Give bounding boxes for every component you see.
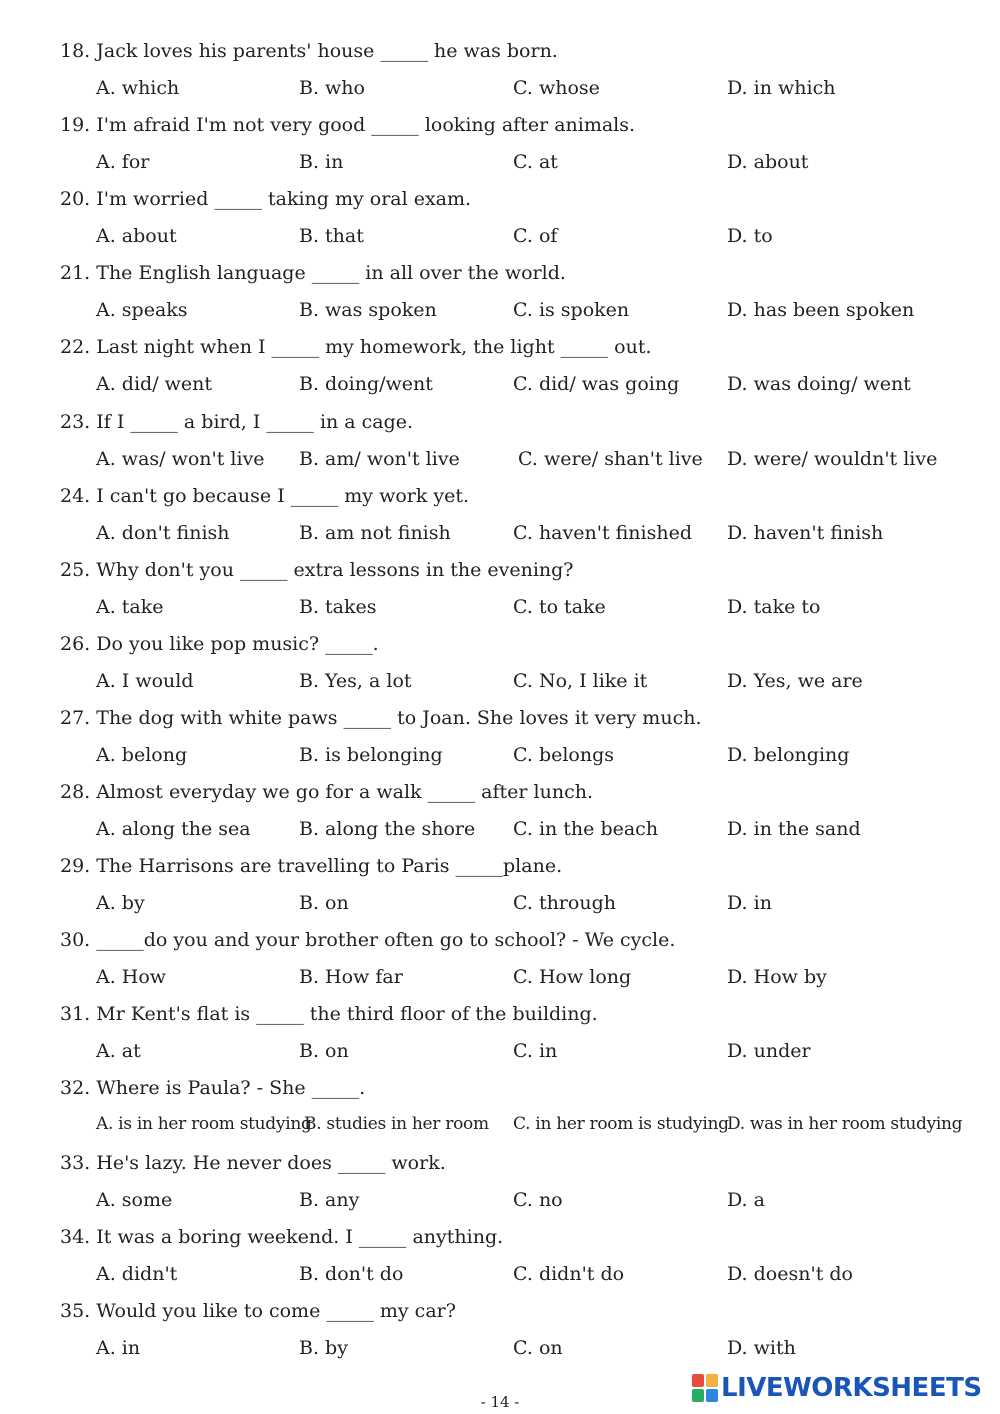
answer-option-b[interactable]: B. on bbox=[299, 1040, 349, 1063]
answer-option-a[interactable]: A. How bbox=[96, 966, 167, 989]
question-stem bbox=[60, 633, 379, 655]
question-number: 18. bbox=[60, 40, 91, 62]
answer-option-a[interactable]: A. by bbox=[96, 892, 145, 915]
answer-option-a[interactable]: A. belong bbox=[96, 743, 188, 766]
answer-option-d[interactable]: D. How by bbox=[727, 966, 827, 989]
question-text: Do you like pop music? _____. bbox=[96, 632, 379, 655]
question-stem bbox=[60, 336, 652, 358]
answer-option-d[interactable]: D. in which bbox=[727, 77, 836, 99]
question-text: Almost everyday we go for a walk _____ after lunch. bbox=[96, 781, 593, 803]
answer-option-d[interactable]: D. take to bbox=[727, 595, 821, 618]
page-number: - 14 - bbox=[480, 1393, 520, 1411]
question-stem bbox=[60, 40, 558, 62]
answer-option-b[interactable]: B. am not finish bbox=[299, 521, 451, 544]
answer-option-c[interactable]: C. How long bbox=[513, 966, 632, 989]
answer-option-b[interactable]: B. in bbox=[299, 151, 344, 174]
answer-option-c[interactable]: C. through bbox=[513, 892, 616, 915]
answer-option-c[interactable]: C. belongs bbox=[513, 743, 615, 766]
question-text: Where is Paula? - She _____. bbox=[96, 1077, 366, 1100]
answer-option-b[interactable]: B. that bbox=[299, 225, 364, 248]
question-text: I'm worried _____ taking my oral exam. bbox=[96, 188, 472, 211]
answer-option-a[interactable]: A. did/ went bbox=[96, 373, 213, 396]
question-text: If I _____ a bird, I _____ in a cage. bbox=[96, 410, 414, 433]
answer-option-a[interactable]: A. some bbox=[96, 1188, 173, 1211]
question-text: The English language _____ in all over the world. bbox=[96, 262, 566, 285]
answer-option-b[interactable]: B. studies in her room bbox=[304, 1114, 489, 1135]
answer-option-a[interactable]: A. is in her room studying bbox=[96, 1114, 312, 1135]
question-stem bbox=[60, 262, 566, 284]
question-stem bbox=[60, 188, 471, 210]
answer-option-b[interactable]: B. by bbox=[299, 1336, 348, 1359]
question-number: 19. bbox=[60, 114, 91, 137]
question-stem bbox=[60, 411, 413, 433]
question-number: 27. bbox=[60, 706, 91, 729]
question-number: 32. bbox=[60, 1077, 91, 1100]
question-number: 20. bbox=[60, 188, 91, 211]
question-text: I'm afraid I'm not very good _____ looking after animals. bbox=[96, 114, 636, 137]
question-text: Jack loves his parents' house _____ he was born. bbox=[96, 40, 558, 62]
answer-option-c[interactable]: C. to take bbox=[513, 595, 606, 618]
question-text: Would you like to come _____ my car? bbox=[96, 1299, 456, 1322]
question-stem bbox=[60, 1003, 598, 1025]
question-number: 31. bbox=[60, 1003, 91, 1026]
answer-option-d[interactable]: D. with bbox=[727, 1336, 796, 1359]
answer-option-d[interactable]: D. about bbox=[727, 151, 809, 174]
answer-option-b[interactable]: B. who bbox=[299, 77, 365, 99]
answer-option-a[interactable]: A. didn't bbox=[96, 1262, 178, 1285]
answer-option-b[interactable]: B. How far bbox=[299, 966, 403, 989]
liveworksheets-logo bbox=[692, 1373, 982, 1403]
question-number: 25. bbox=[60, 558, 91, 581]
question-stem bbox=[60, 1226, 503, 1248]
question-number: 21. bbox=[60, 262, 91, 285]
answer-option-d[interactable]: D. was in her room studying bbox=[727, 1114, 963, 1135]
answer-option-b[interactable]: B. Yes, a lot bbox=[299, 669, 412, 692]
question-number: 33. bbox=[60, 1151, 91, 1174]
question-text: Last night when I _____ my homework, the light _____ out. bbox=[96, 336, 652, 359]
answer-option-d[interactable]: D. doesn't do bbox=[727, 1262, 853, 1285]
question-number: 28. bbox=[60, 781, 91, 803]
answer-option-d[interactable]: D. a bbox=[727, 1188, 765, 1211]
question-number: 35. bbox=[60, 1299, 91, 1322]
answer-option-a[interactable]: A. was/ won't live bbox=[96, 447, 265, 470]
question-stem bbox=[60, 485, 469, 507]
question-text: The Harrisons are travelling to Paris _____plane. bbox=[96, 855, 563, 878]
answer-option-b[interactable]: B. is belonging bbox=[299, 743, 443, 766]
question-stem bbox=[60, 781, 593, 803]
question-number: 23. bbox=[60, 410, 91, 433]
answer-option-a[interactable]: A. about bbox=[96, 225, 177, 248]
answer-option-a[interactable]: A. along the sea bbox=[96, 818, 251, 840]
question-stem bbox=[60, 1152, 446, 1174]
answer-option-d[interactable]: D. Yes, we are bbox=[727, 669, 863, 692]
answer-option-b[interactable]: B. on bbox=[299, 892, 349, 915]
answer-option-a[interactable]: A. for bbox=[96, 151, 150, 174]
answer-option-d[interactable]: D. were/ wouldn't live bbox=[727, 447, 938, 470]
brand-text: LIVEWORKSHEETS bbox=[721, 1373, 982, 1403]
answer-option-c[interactable]: C. on bbox=[513, 1336, 563, 1359]
answer-option-b[interactable]: B. any bbox=[299, 1188, 360, 1211]
answer-option-c[interactable]: C. didn't do bbox=[513, 1262, 625, 1285]
question-number: 29. bbox=[60, 855, 91, 878]
answer-option-d[interactable]: D. has been spoken bbox=[727, 299, 915, 322]
question-text: The dog with white paws _____ to Joan. She loves it very much. bbox=[96, 706, 702, 729]
answer-option-c[interactable]: C. of bbox=[513, 225, 558, 248]
answer-option-d[interactable]: D. under bbox=[727, 1040, 811, 1063]
question-stem bbox=[60, 1077, 365, 1099]
question-stem bbox=[60, 707, 701, 729]
answer-option-a[interactable]: A. at bbox=[96, 1040, 141, 1063]
answer-option-d[interactable]: D. to bbox=[727, 225, 773, 248]
question-stem bbox=[60, 855, 562, 877]
liveworksheets-badge-icon bbox=[692, 1374, 718, 1402]
answer-option-b[interactable]: B. along the shore bbox=[299, 818, 476, 840]
answer-option-b[interactable]: B. don't do bbox=[299, 1262, 404, 1285]
question-stem bbox=[60, 929, 675, 951]
answer-option-c[interactable]: C. were/ shan't live bbox=[518, 447, 703, 470]
question-text: It was a boring weekend. I _____ anything. bbox=[96, 1225, 504, 1248]
question-number: 26. bbox=[60, 632, 91, 655]
question-text: _____do you and your brother often go to school? - We cycle. bbox=[96, 929, 676, 952]
answer-option-b[interactable]: B. doing/went bbox=[299, 373, 433, 396]
answer-option-b[interactable]: B. was spoken bbox=[299, 299, 437, 322]
answer-option-a[interactable]: A. in bbox=[96, 1336, 141, 1359]
answer-option-c[interactable]: C. in her room is studying bbox=[513, 1114, 729, 1135]
question-text: He's lazy. He never does _____ work. bbox=[96, 1151, 446, 1174]
question-number: 24. bbox=[60, 484, 91, 507]
answer-option-d[interactable]: D. was doing/ went bbox=[727, 373, 911, 396]
answer-option-c[interactable]: C. whose bbox=[513, 77, 600, 99]
answer-option-d[interactable]: D. in bbox=[727, 892, 772, 915]
answer-option-c[interactable]: C. No, I like it bbox=[513, 669, 648, 692]
question-stem bbox=[60, 114, 635, 136]
answer-option-c[interactable]: C. no bbox=[513, 1188, 563, 1211]
question-number: 30. bbox=[60, 929, 91, 952]
question-stem bbox=[60, 559, 574, 581]
answer-option-b[interactable]: B. takes bbox=[299, 595, 377, 618]
answer-option-c[interactable]: C. is spoken bbox=[513, 299, 630, 322]
answer-option-c[interactable]: C. did/ was going bbox=[513, 373, 680, 396]
question-number: 22. bbox=[60, 336, 91, 359]
question-text: Why don't you _____ extra lessons in the evening? bbox=[96, 558, 574, 581]
question-stem bbox=[60, 1300, 456, 1322]
answer-option-b[interactable]: B. am/ won't live bbox=[299, 447, 460, 470]
answer-option-d[interactable]: D. in the sand bbox=[727, 818, 861, 840]
answer-option-d[interactable]: D. haven't finish bbox=[727, 521, 884, 544]
answer-option-a[interactable]: A. take bbox=[96, 595, 164, 618]
answer-option-a[interactable]: A. I would bbox=[96, 669, 194, 692]
answer-option-a[interactable]: A. which bbox=[96, 77, 180, 99]
question-number: 34. bbox=[60, 1225, 91, 1248]
answer-option-c[interactable]: C. in the beach bbox=[513, 818, 659, 840]
answer-option-c[interactable]: C. in bbox=[513, 1040, 558, 1063]
question-text: Mr Kent's flat is _____ the third floor of the building. bbox=[96, 1003, 598, 1026]
question-text: I can't go because I _____ my work yet. bbox=[96, 484, 470, 507]
answer-option-c[interactable]: C. at bbox=[513, 151, 558, 174]
answer-option-c[interactable]: C. haven't finished bbox=[513, 521, 692, 544]
answer-option-a[interactable]: A. don't finish bbox=[96, 521, 230, 544]
answer-option-d[interactable]: D. belonging bbox=[727, 743, 850, 766]
answer-option-a[interactable]: A. speaks bbox=[96, 299, 188, 322]
